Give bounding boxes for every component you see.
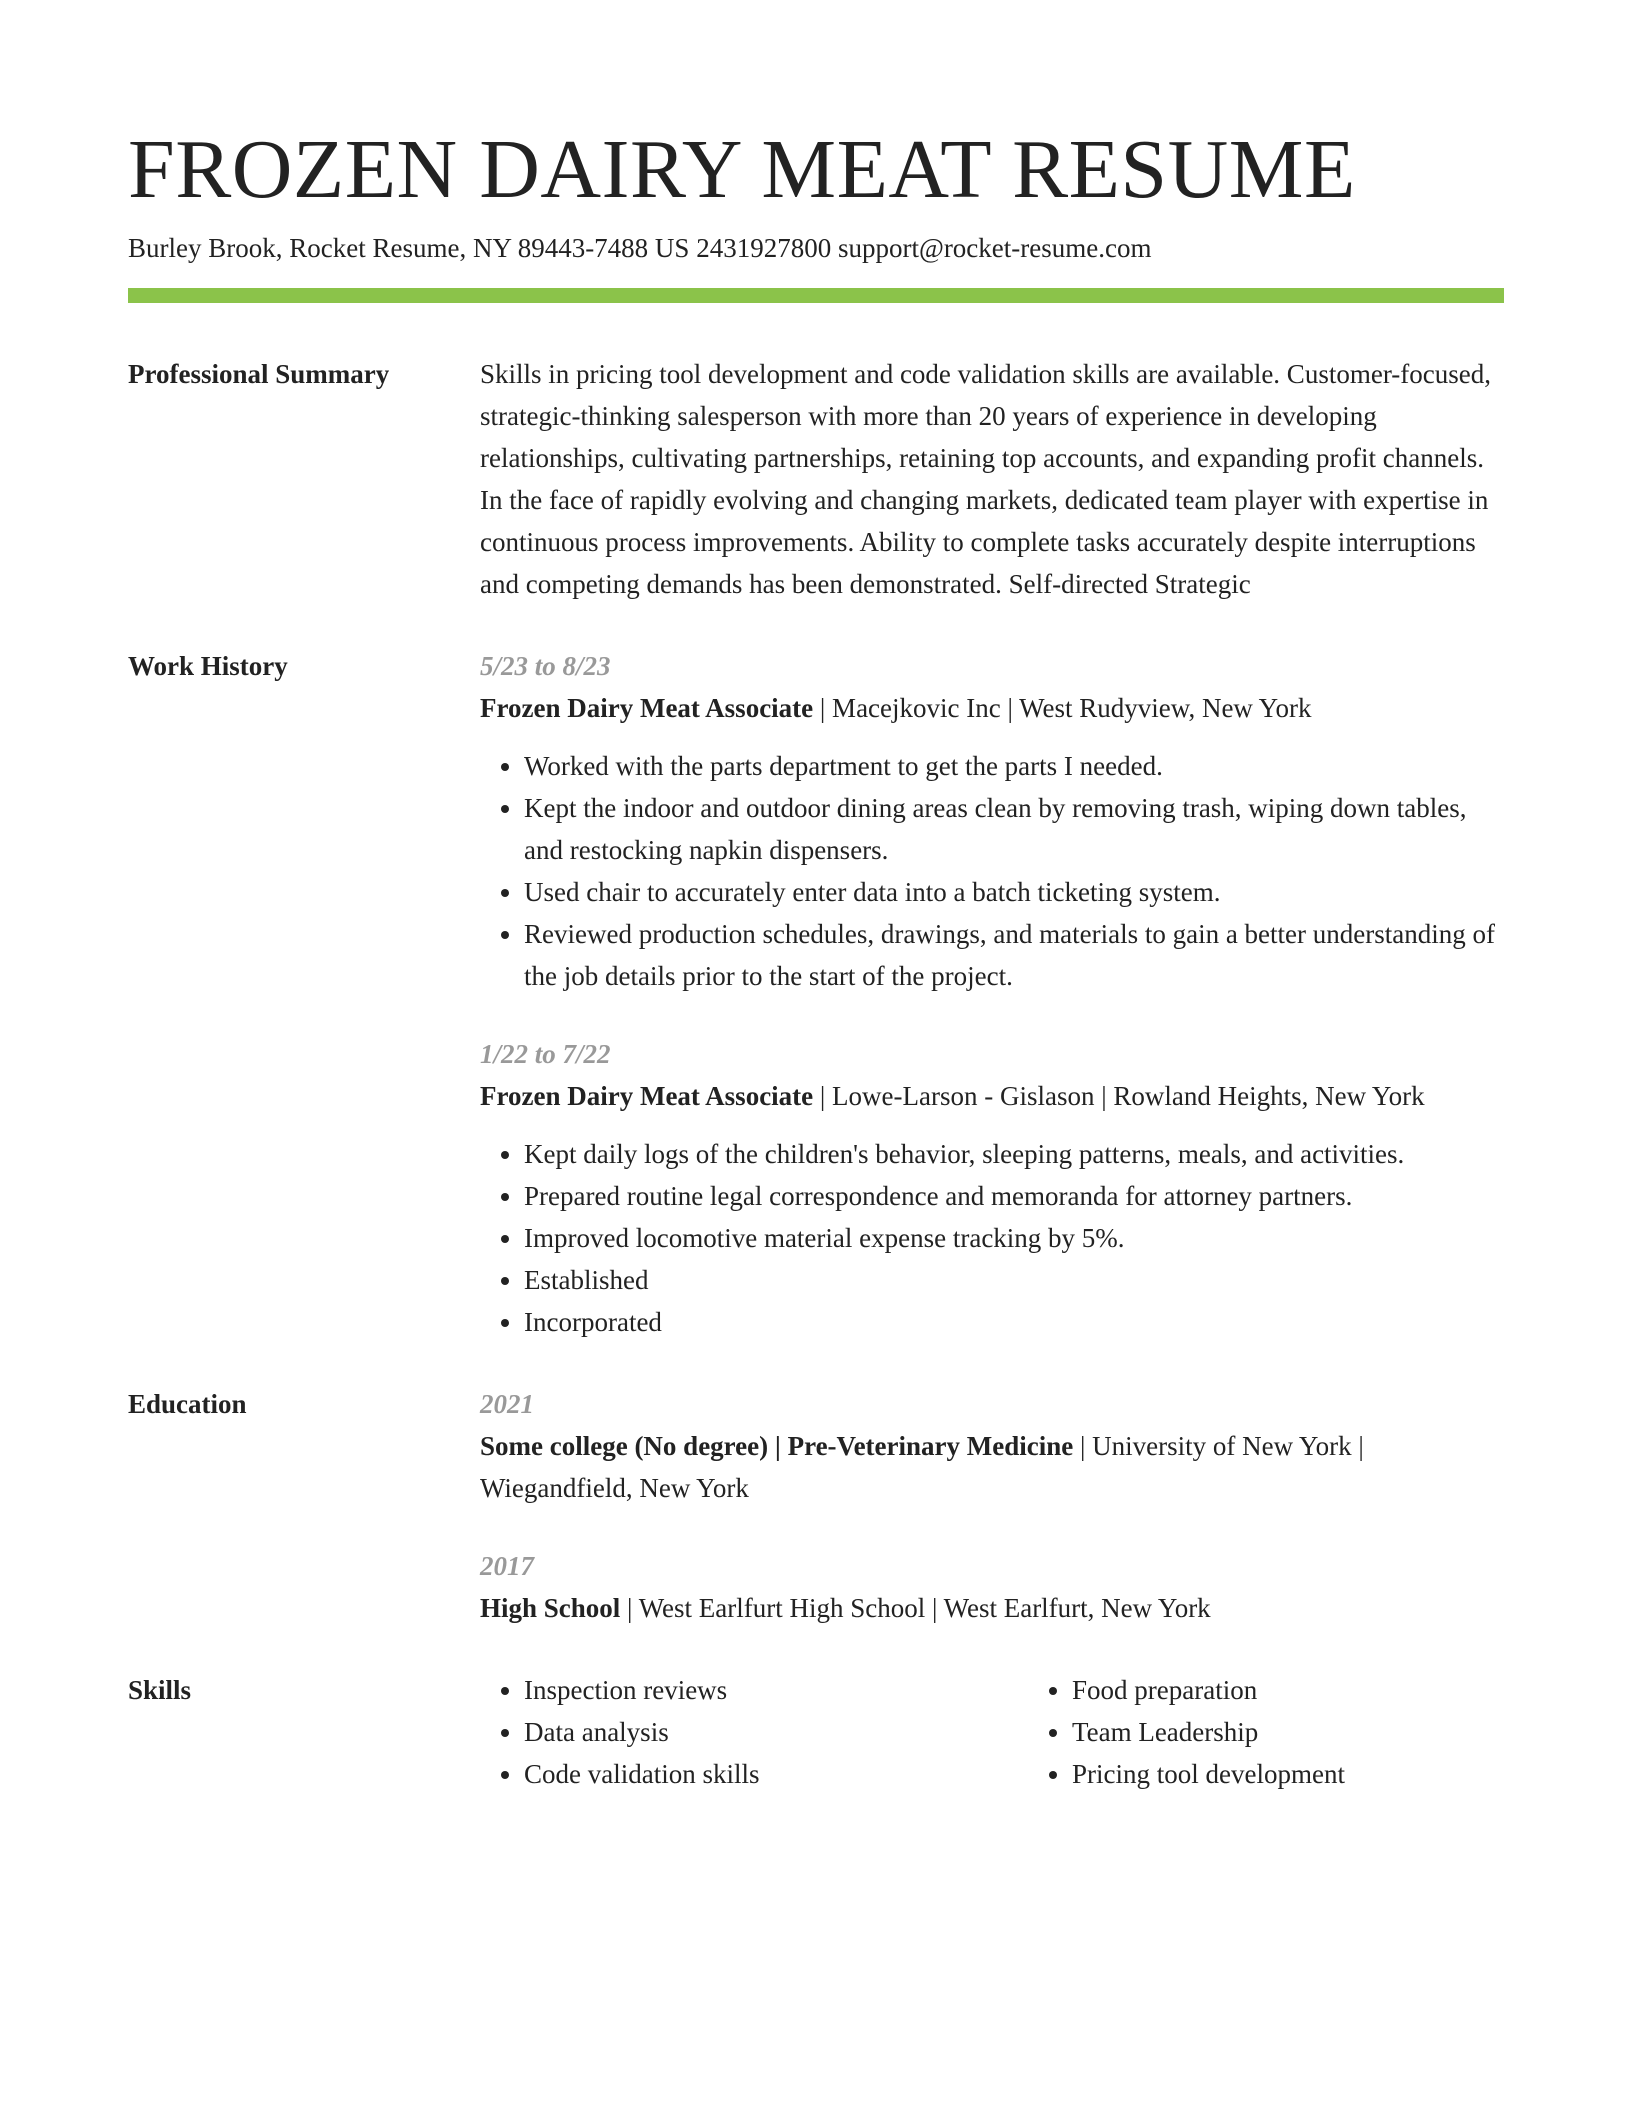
resume-title: FROZEN DAIRY MEAT RESUME [128, 123, 1356, 216]
education-title-line [480, 1425, 1504, 1509]
skill-item: • Team Leadership [1072, 1711, 1576, 1753]
job-bullet: • Reviewed production schedules, drawings, and materials to gain a better understanding of the job details prior to the start of the project. [524, 913, 1504, 997]
skill-item: • Code validation skills [524, 1753, 1028, 1795]
skills-columns [480, 1669, 1576, 1795]
job-title: Frozen Dairy Meat Associate [480, 1081, 814, 1111]
education-section [128, 1383, 1504, 1629]
skills-list-right [1028, 1669, 1576, 1795]
skill-item: • Data analysis [524, 1711, 1028, 1753]
summary-text: Skills in pricing tool development and code validation skills are available. Customer-focused, strategic-thinking salesperson with more than 20 years of experience in developing relationships, cultivating partnerships, retaining top accounts, and expanding profit channels. In the face of rapidly evolving and changing markets, dedicated team player with expertise in continuous process improvements. Ability to complete tasks accurately despite interruptions and competing demands has been demonstrated. Self-directed Strategic [480, 359, 1491, 599]
section-label-skills: Skills [128, 1675, 192, 1705]
job-details: | Lowe-Larson - Gislason | Rowland Heights, New York [813, 1081, 1425, 1111]
education-title-line [480, 1587, 1504, 1629]
job-title-line [480, 687, 1504, 729]
job-bullet: • Incorporated [524, 1301, 1504, 1343]
work-history-section [128, 645, 1504, 1343]
job-date: 5/23 to 8/23 [480, 651, 611, 681]
job-bullets [480, 1133, 1504, 1343]
education-degree: High School [480, 1593, 621, 1623]
job-details: | Macejkovic Inc | West Rudyview, New York [813, 693, 1312, 723]
accent-divider [128, 288, 1504, 303]
education-details: | University of New York | Wiegandfield, New York [480, 1431, 1364, 1503]
skill-item: • Food preparation [1072, 1669, 1576, 1711]
skill-item: • Pricing tool development [1072, 1753, 1576, 1795]
contact-line: Burley Brook, Rocket Resume, NY 89443-7488 US 2431927800 support@rocket-resume.com [128, 233, 1152, 263]
job-bullet: • Established [524, 1259, 1504, 1301]
skills-list-left [480, 1669, 1028, 1795]
education-details: | West Earlfurt High School | West Earlfurt, New York [620, 1593, 1211, 1623]
section-label-education: Education [128, 1389, 247, 1419]
job-bullet: • Kept the indoor and outdoor dining areas clean by removing trash, wiping down tables, and restocking napkin dispensers. [524, 787, 1504, 871]
job-bullet: • Prepared routine legal correspondence and memoranda for attorney partners. [524, 1175, 1504, 1217]
job-entry [480, 1033, 1504, 1343]
job-bullet: • Worked with the parts department to get the parts I needed. [524, 745, 1504, 787]
skill-item: • Inspection reviews [524, 1669, 1028, 1711]
summary-section [128, 353, 1504, 605]
education-entry [480, 1545, 1504, 1629]
job-bullets [480, 745, 1504, 997]
skills-section [128, 1669, 1504, 1795]
section-label-summary: Professional Summary [128, 359, 390, 389]
job-bullet: • Used chair to accurately enter data into a batch ticketing system. [524, 871, 1504, 913]
section-label-work: Work History [128, 651, 288, 681]
job-bullet: • Kept daily logs of the children's behavior, sleeping patterns, meals, and activities. [524, 1133, 1504, 1175]
education-entry [480, 1383, 1504, 1509]
job-date: 1/22 to 7/22 [480, 1039, 611, 1069]
job-title-line [480, 1075, 1504, 1117]
education-date: 2021 [480, 1389, 534, 1419]
resume-page [128, 122, 1504, 1795]
job-title: Frozen Dairy Meat Associate [480, 693, 814, 723]
job-entry [480, 645, 1504, 997]
education-degree: Some college (No degree) | Pre-Veterinary Medicine [480, 1431, 1074, 1461]
education-date: 2017 [480, 1551, 534, 1581]
job-bullet: • Improved locomotive material expense tracking by 5%. [524, 1217, 1504, 1259]
